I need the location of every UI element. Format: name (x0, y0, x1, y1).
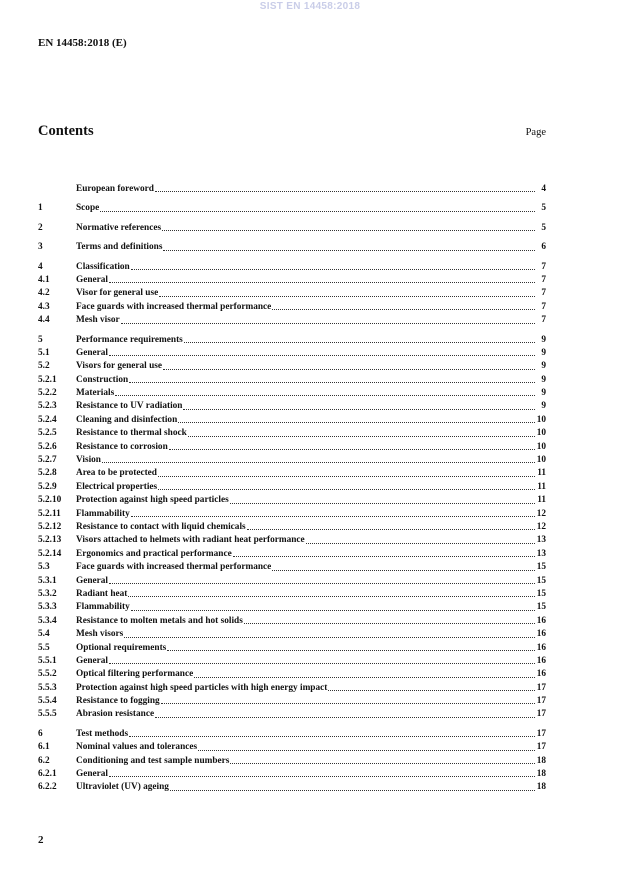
toc-entry-number: 5.3 (38, 562, 50, 573)
toc-entry[interactable] (38, 454, 546, 467)
watermark: SIST EN 14458:2018 (259, 1, 361, 12)
toc-entry[interactable] (38, 521, 546, 534)
toc-entry-page: 17 (536, 709, 546, 720)
toc-entry-title: Radiant heat (76, 588, 128, 599)
toc-entry-number: 5.5.3 (38, 682, 57, 693)
toc-leader-dots (128, 595, 535, 597)
toc-entry-page: 15 (536, 562, 546, 573)
toc-entry-page: 12 (536, 521, 546, 532)
toc-leader-dots (233, 555, 535, 557)
toc-entry[interactable] (38, 314, 546, 327)
toc-entry-number: 6.2.1 (38, 769, 57, 780)
toc-entry-title: Electrical properties (76, 481, 158, 492)
toc-entry-number: 5.3.2 (38, 588, 57, 599)
toc-entry-number: 5.5.2 (38, 669, 57, 680)
contents-title: Contents (38, 123, 94, 139)
toc-leader-dots (244, 622, 535, 624)
toc-entry-title: Cleaning and disinfection (76, 414, 178, 425)
toc-entry-page: 7 (541, 274, 546, 285)
toc-entry[interactable] (38, 588, 546, 601)
toc-entry[interactable] (38, 668, 546, 681)
toc-entry[interactable] (38, 768, 546, 781)
toc-entry-number: 4.1 (38, 274, 50, 285)
toc-entry[interactable] (38, 202, 546, 215)
toc-leader-dots (155, 716, 535, 718)
toc-entry-page: 16 (536, 629, 546, 640)
toc-entry-page: 9 (541, 401, 546, 412)
page-column-label: Page (525, 127, 546, 138)
toc-entry[interactable] (38, 615, 546, 628)
toc-leader-dots (272, 308, 535, 310)
toc-entry-title: Area to be protected (76, 468, 157, 479)
toc-entry-number: 6.2.2 (38, 782, 57, 793)
toc-entry[interactable] (38, 508, 546, 521)
toc-entry[interactable] (38, 287, 546, 300)
toc-entry[interactable] (38, 781, 546, 794)
toc-entry-page: 9 (541, 374, 546, 385)
toc-entry-page: 6 (541, 242, 546, 253)
toc-entry-title: Resistance to thermal shock (76, 428, 187, 439)
toc-entry-page: 15 (536, 575, 546, 586)
toc-entry-title: Mesh visors (76, 629, 124, 640)
toc-leader-dots (306, 542, 535, 544)
toc-entry-number: 5.2.1 (38, 374, 57, 385)
toc-entry-title: General (76, 769, 109, 780)
toc-entry-page: 18 (536, 782, 546, 793)
toc-entry-title: Ergonomics and practical performance (76, 548, 232, 559)
toc-leader-dots (124, 636, 535, 638)
toc-entry-title: Vision (76, 455, 101, 466)
toc-leader-dots (178, 421, 535, 423)
toc-entry-number: 4.2 (38, 288, 50, 299)
toc-entry[interactable] (38, 481, 546, 494)
toc-entry[interactable] (38, 427, 546, 440)
toc-leader-dots (167, 649, 535, 651)
toc-entry-page: 11 (537, 495, 546, 506)
toc-entry-page: 10 (536, 441, 546, 452)
toc-leader-dots (102, 461, 535, 463)
toc-entry[interactable] (38, 374, 546, 387)
toc-entry-title: Flammability (76, 508, 130, 519)
toc-entry[interactable] (38, 628, 546, 641)
toc-entry-number: 5.2.6 (38, 441, 57, 452)
toc-entry-title: Visor for general use (76, 288, 159, 299)
toc-entry-number: 5.2.2 (38, 388, 57, 399)
toc-entry-page: 16 (536, 615, 546, 626)
toc-entry-page: 7 (541, 301, 546, 312)
toc-entry-page: 5 (541, 203, 546, 214)
toc-entry-number: 5.5 (38, 642, 50, 653)
toc-entry-page: 9 (541, 334, 546, 345)
toc-entry-number: 6.2 (38, 755, 50, 766)
toc-entry-title: Nominal values and tolerances (76, 742, 198, 753)
toc-entry-title: Resistance to corrosion (76, 441, 168, 452)
toc-leader-dots (131, 609, 535, 611)
toc-entry-title: Normative references (76, 222, 162, 233)
table-of-contents (38, 183, 546, 795)
toc-entry-number: 5.2.14 (38, 548, 62, 559)
toc-entry[interactable] (38, 222, 546, 235)
toc-entry-page: 12 (536, 508, 546, 519)
toc-entry-title: General (76, 575, 109, 586)
toc-leader-dots (170, 789, 535, 791)
toc-entry[interactable] (38, 655, 546, 668)
toc-entry[interactable] (38, 347, 546, 360)
toc-entry-page: 13 (536, 548, 546, 559)
toc-entry[interactable] (38, 494, 546, 507)
toc-entry-title: European foreword (76, 184, 154, 194)
toc-entry[interactable] (38, 414, 546, 427)
toc-entry-number: 5.3.3 (38, 602, 57, 613)
toc-entry-title: Optional requirements (76, 642, 167, 653)
toc-entry-number: 5.2 (38, 361, 50, 372)
toc-entry-number: 5.2.13 (38, 535, 62, 546)
toc-entry-title: Terms and definitions (76, 242, 163, 253)
toc-entry[interactable] (38, 241, 546, 254)
toc-entry-title: Resistance to UV radiation (76, 401, 183, 412)
toc-entry[interactable] (38, 360, 546, 373)
toc-leader-dots (155, 190, 535, 192)
toc-entry-title: Ultraviolet (UV) ageing (76, 782, 169, 793)
toc-leader-dots (163, 249, 535, 251)
toc-entry[interactable] (38, 261, 546, 274)
toc-entry[interactable] (38, 708, 546, 721)
toc-entry-number: 4 (38, 261, 43, 272)
toc-entry-title: Construction (76, 374, 129, 385)
toc-entry[interactable] (38, 728, 546, 741)
toc-leader-dots (131, 268, 535, 270)
toc-entry-page: 11 (537, 468, 546, 479)
toc-entry-page: 7 (541, 261, 546, 272)
toc-entry-title: Materials (76, 388, 115, 399)
toc-leader-dots (230, 762, 535, 764)
toc-entry-page: 10 (536, 455, 546, 466)
toc-leader-dots (169, 448, 535, 450)
toc-entry-page: 9 (541, 347, 546, 358)
toc-entry-number: 3 (38, 242, 43, 253)
toc-entry[interactable] (38, 334, 546, 347)
toc-entry-number: 1 (38, 203, 43, 214)
toc-entry-page: 17 (536, 696, 546, 707)
toc-leader-dots (109, 354, 535, 356)
toc-entry-number: 5.5.1 (38, 655, 57, 666)
toc-entry-title: Abrasion resistance (76, 709, 155, 720)
toc-leader-dots (272, 569, 535, 571)
toc-entry[interactable] (38, 301, 546, 314)
toc-leader-dots (131, 515, 535, 517)
toc-entry-title: Protection against high speed particles (76, 495, 229, 506)
toc-entry-page: 15 (536, 588, 546, 599)
toc-entry-title: Flammability (76, 602, 130, 613)
toc-entry-number: 5.4 (38, 629, 50, 640)
toc-leader-dots (121, 322, 535, 324)
toc-entry-title: General (76, 655, 109, 666)
toc-entry-page: 5 (541, 222, 546, 233)
toc-entry-number: 5.3.1 (38, 575, 57, 586)
document-id: EN 14458:2018 (E) (38, 37, 127, 49)
toc-entry-title: Visors attached to helmets with radiant heat performance (76, 535, 305, 546)
toc-entry-page: 9 (541, 361, 546, 372)
toc-entry[interactable] (38, 601, 546, 614)
toc-entry[interactable] (38, 183, 546, 196)
toc-entry-number: 5.2.11 (38, 508, 61, 519)
toc-leader-dots (158, 488, 535, 490)
toc-entry[interactable] (38, 467, 546, 480)
toc-entry[interactable] (38, 741, 546, 754)
toc-leader-dots (183, 408, 535, 410)
toc-entry-number: 5.3.4 (38, 615, 57, 626)
toc-leader-dots (163, 368, 535, 370)
toc-entry-title: Test methods (76, 728, 129, 739)
toc-leader-dots (194, 676, 535, 678)
toc-leader-dots (328, 689, 535, 691)
toc-entry-page: 17 (536, 682, 546, 693)
toc-leader-dots (129, 735, 535, 737)
toc-entry-number: 5.2.9 (38, 481, 57, 492)
toc-entry-page: 18 (536, 769, 546, 780)
toc-entry-page: 16 (536, 669, 546, 680)
toc-entry[interactable] (38, 642, 546, 655)
toc-entry-title: Optical filtering performance (76, 669, 194, 680)
toc-leader-dots (198, 749, 535, 751)
toc-entry[interactable] (38, 561, 546, 574)
toc-leader-dots (109, 281, 535, 283)
toc-entry-number: 5.2.3 (38, 401, 57, 412)
toc-entry-number: 4.3 (38, 301, 50, 312)
toc-entry[interactable] (38, 534, 546, 547)
toc-leader-dots (162, 229, 535, 231)
toc-entry-title: Conditioning and test sample numbers (76, 755, 230, 766)
toc-entry-page: 10 (536, 414, 546, 425)
page-number: 2 (38, 834, 44, 846)
toc-entry-number: 5.2.8 (38, 468, 57, 479)
toc-entry-title: Performance requirements (76, 334, 183, 345)
toc-entry-number: 5.2.10 (38, 495, 62, 506)
toc-entry-page: 18 (536, 755, 546, 766)
toc-leader-dots (159, 295, 535, 297)
toc-entry-title: Mesh visor (76, 315, 120, 326)
toc-entry-title: General (76, 347, 109, 358)
toc-entry-number: 5.2.5 (38, 428, 57, 439)
toc-entry-title: Visors for general use (76, 361, 162, 372)
toc-entry-page: 10 (536, 428, 546, 439)
toc-leader-dots (188, 435, 535, 437)
toc-entry-number: 5.2.4 (38, 414, 57, 425)
toc-entry-page: 15 (536, 602, 546, 613)
toc-leader-dots (115, 394, 535, 396)
toc-entry-number: 6 (38, 728, 43, 739)
toc-entry[interactable] (38, 441, 546, 454)
toc-leader-dots (129, 381, 535, 383)
toc-leader-dots (100, 210, 535, 212)
toc-leader-dots (184, 341, 535, 343)
toc-entry-title: Resistance to contact with liquid chemicals (76, 521, 246, 532)
toc-entry-title: Resistance to molten metals and hot solids (76, 615, 243, 626)
toc-entry-title: Face guards with increased thermal performance (76, 301, 272, 312)
toc-entry-page: 11 (537, 481, 546, 492)
toc-leader-dots (230, 502, 535, 504)
toc-entry[interactable] (38, 755, 546, 768)
toc-entry[interactable] (38, 400, 546, 413)
toc-entry-number: 6.1 (38, 742, 50, 753)
toc-leader-dots (109, 582, 535, 584)
toc-entry[interactable] (38, 575, 546, 588)
toc-leader-dots (247, 528, 535, 530)
toc-entry[interactable] (38, 695, 546, 708)
toc-entry-number: 5.2.7 (38, 455, 57, 466)
toc-entry-page: 9 (541, 388, 546, 399)
toc-entry-title: Resistance to fogging (76, 696, 160, 707)
toc-entry-page: 7 (541, 288, 546, 299)
toc-entry-page: 16 (536, 642, 546, 653)
toc-entry-number: 5 (38, 334, 43, 345)
toc-leader-dots (109, 775, 535, 777)
toc-leader-dots (161, 702, 535, 704)
toc-entry-number: 4.4 (38, 315, 50, 326)
toc-entry-title: Face guards with increased thermal performance (76, 562, 272, 573)
toc-leader-dots (158, 475, 535, 477)
toc-entry-page: 13 (536, 535, 546, 546)
toc-entry-title: Scope (76, 203, 100, 214)
toc-entry[interactable] (38, 548, 546, 561)
toc-entry-title: Protection against high speed particles with high energy impact (76, 682, 328, 693)
toc-entry[interactable] (38, 682, 546, 695)
toc-entry[interactable] (38, 274, 546, 287)
toc-leader-dots (109, 662, 535, 664)
toc-entry-number: 5.2.12 (38, 521, 62, 532)
toc-entry-title: General (76, 274, 109, 285)
toc-entry-page: 16 (536, 655, 546, 666)
toc-entry-page: 4 (541, 184, 546, 194)
toc-entry-number: 5.5.5 (38, 709, 57, 720)
toc-entry-number: 5.1 (38, 347, 50, 358)
toc-entry-number: 5.5.4 (38, 696, 57, 707)
toc-entry-number: 2 (38, 222, 43, 233)
toc-entry-page: 7 (541, 315, 546, 326)
toc-entry-page: 17 (536, 742, 546, 753)
toc-entry-page: 17 (536, 728, 546, 739)
toc-entry[interactable] (38, 387, 546, 400)
toc-entry-title: Classification (76, 261, 130, 272)
